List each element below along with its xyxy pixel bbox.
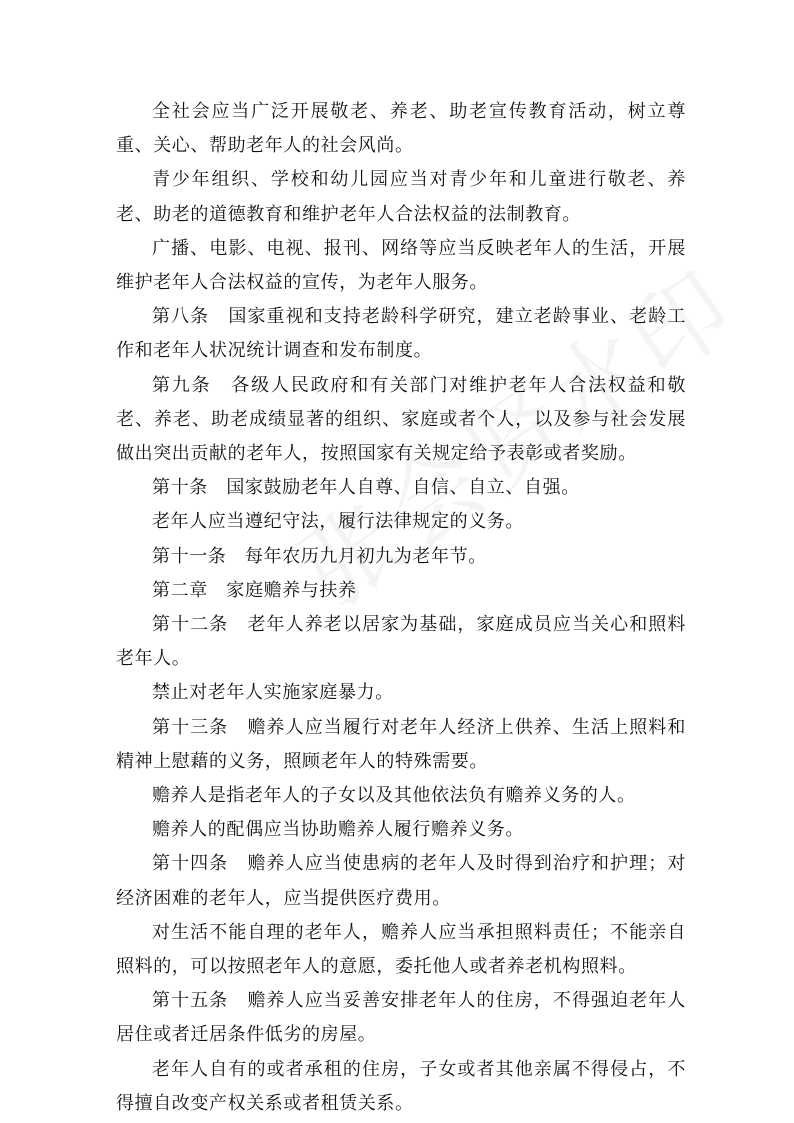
- paragraph-13: 赡养人是指老年人的子女以及其他依法负有赡养义务的人。: [152, 785, 636, 807]
- paragraph-11: 禁止对老年人实施家庭暴力。: [152, 682, 394, 704]
- article-10: 第十条 国家鼓励老年人自尊、自信、自立、自强。: [152, 477, 580, 499]
- chapter-2-heading: 第二章 家庭赡养与扶养: [152, 579, 357, 601]
- article-9: 第九条 各级人民政府和有关部门对维护老年人合法权益和敬老、养老、助老成绩显著的组织、家庭或者个人，以及参与社会发展做出突出贡献的老年人，按照国家有关规定给予表彰或者奖励。: [116, 374, 686, 465]
- paragraph-18: 老年人自有的或者承租的住房，子女或者其他亲属不得侵占，不得擅自改变产权关系或者租赁关系。: [116, 1058, 686, 1114]
- article-15: 第十五条 赡养人应当妥善安排老年人的住房，不得强迫老年人居住或者迁居条件低劣的房屋。: [116, 990, 686, 1046]
- paragraph-14: 赡养人的配偶应当协助赡养人履行赡养义务。: [152, 819, 524, 841]
- paragraph-7: 老年人应当遵纪守法，履行法律规定的义务。: [152, 511, 524, 533]
- paragraph-2: 青少年组织、学校和幼儿园应当对青少年和儿童进行敬老、养老、助老的道德教育和维护老年人合法权益的法制教育。: [116, 169, 686, 225]
- paragraph-1: 全社会应当广泛开展敬老、养老、助老宣传教育活动，树立尊重、关心、帮助老年人的社会风尚。: [116, 101, 686, 157]
- article-8: 第八条 国家重视和支持老龄科学研究，建立老龄事业、老龄工作和老年人状况统计调查和发布制度。: [116, 306, 686, 362]
- article-11: 第十一条 每年农历九月初九为老年节。: [152, 545, 487, 567]
- document-body: [116, 95, 686, 1121]
- paragraph-16: 对生活不能自理的老年人，赡养人应当承担照料责任；不能亲自照料的，可以按照老年人的意愿，委托他人或者养老机构照料。: [116, 921, 686, 978]
- article-14: 第十四条 赡养人应当使患病的老年人及时得到治疗和护理；对经济困难的老年人，应当提供医疗费用。: [116, 853, 686, 909]
- paragraph-3: 广播、电影、电视、报刊、网络等应当反映老年人的生活，开展维护老年人合法权益的宣传，为老年人服务。: [116, 237, 686, 294]
- article-12: 第十二条 老年人养老以居家为基础，家庭成员应当关心和照料老年人。: [116, 614, 686, 670]
- article-13: 第十三条 赡养人应当履行对老年人经济上供养、生活上照料和精神上慰藉的义务，照顾老年人的特殊需要。: [116, 716, 686, 772]
